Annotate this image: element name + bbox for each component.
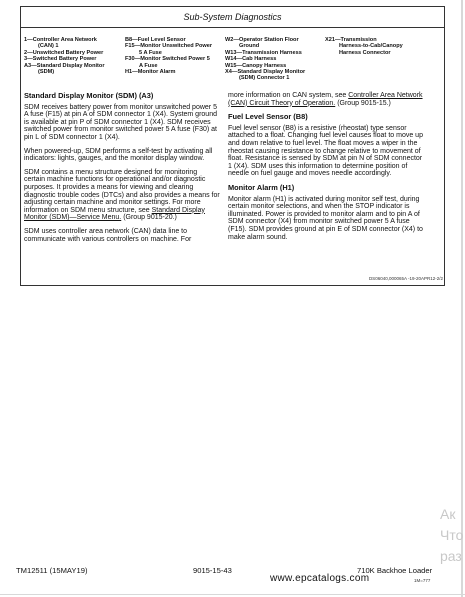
legend-item: 3—Switched Battery Power [24,56,97,63]
legend-item: A Fuse [139,62,158,69]
footer-page-number: 9015-15-43 [193,566,232,575]
legend-item: F15—Monitor Unswitched Power [125,43,213,50]
section-title: Sub-System Diagnostics [183,12,282,22]
sdm-paragraph-menu: SDM contains a menu structure designed for monitoring certain machine functions for operational and/or diagnostic purposes. It provides a means for viewing and clearing diagnostic trouble codes (DTCs) and also provides a means for adjusting certain machine and monitor settings. For more information on SDM menu structure, see Standard Display Monitor (SDM)—Service Menu. (Group 9015-20.) [24,168,220,222]
legend-item: 1—Controller Area Network [24,37,97,43]
section-header [20,6,445,28]
legend-item: (SDM) Connector 1 [239,75,290,82]
service-menu-link[interactable]: Standard Display Monitor (SDM)—Service Menu. [24,206,205,222]
legend-item: Harness-to-Cab/Canopy [339,43,403,50]
sdm-heading: Standard Display Monitor (SDM) (A3) [24,91,154,100]
site-watermark: www.epcatalogs.com [270,573,370,584]
legend-item: A3—Standard Display Monitor [24,62,105,69]
footer-model: 710K Backhoe Loader [357,566,433,575]
sdm-paragraph-power: SDM receives battery power from monitor unswitched power 5 A fuse (F15) at pin A of SDM connector 1 (X4). System ground is available at pin P of SDM connector 1 (X4). SDM receives switched power from monitor switched power 5 A fuse (F30) at pin L of SDM connector 1 (X4). [24,103,217,141]
legend-item: Ground [239,43,260,50]
legend-column-1 [24,37,105,75]
monitor-alarm-heading: Monitor Alarm (H1) [228,182,295,192]
legend-item: W15—Canopy Harness [225,62,287,69]
legend-column-4 [325,37,403,56]
page-edge-bottom [0,594,465,595]
legend-item: 5 A Fuse [139,49,162,56]
legend-item: (SDM) [38,69,55,76]
legend-column-3 [225,37,305,82]
body-column-right [228,92,424,247]
legend-item: F30—Monitor Switched Power 5 [125,56,210,63]
monitor-alarm-paragraph: Monitor alarm (H1) is activated during monitor self test, during certain monitor selections, and when the STOP indicator is illuminated. Power is provided to monitor alarm and to pin A of SDM connector (X4) from monitor switched power 5 A fuse (F15). SDM provides ground at pin E of SDM connector (X4) to make alarm sound. [228,195,423,241]
body-column-left [24,92,220,249]
legend-column-2 [125,37,212,75]
can-reference-paragraph: more information on CAN system, see Controller Area Network (CAN) Circuit Theory of Operation. (Group 9015-15.) [228,92,423,107]
figure-code: DS06040,000065A -19-20APR12-2/2 [368,276,443,281]
legend-item: W2—Operator Station Floor [225,37,299,43]
sdm-paragraph-selftest: When powered-up, SDM performs a self-test by activating all indicators: lights, gauges, and the monitor display window. [24,147,213,163]
legend-item: X4—Standard Display Monitor [225,69,306,76]
fuel-sensor-paragraph: Fuel level sensor (B8) is a resistive (rheostat) type sensor attached to a float. Changing fuel level causes float to move up and down relative to fuel level. The float moves a wiper in the rheostat causing resistance to change relative to movement of float. Resistance is sensed by SDM at pin N of SDM connector 1 (X4). SDM uses this information to determine position of needle on fuel gauge and moves needle accordingly. [228,124,423,178]
legend-item: 2—Unswitched Battery Power [24,49,104,56]
legend-item: W13—Transmission Harness [225,49,302,56]
legend-item: W14—Cab Harness [225,56,277,63]
watermark-text: Ак Что раз [440,506,464,564]
fuel-sensor-heading: Fuel Level Sensor (B8) [228,112,308,122]
legend-item: (CAN) 1 [38,43,59,50]
legend-item: Harness Connector [339,49,391,56]
legend-item: B8—Fuel Level Sensor [125,37,186,43]
footer-manual-id: TM12511 (15MAY19) [16,566,88,575]
sdm-paragraph-can: SDM uses controller area network (CAN) data line to communicate with various controllers on machine. For [24,227,192,243]
footer-page-sub: 1M=777 [414,578,431,583]
legend-item: X21—Transmission [325,37,377,43]
can-theory-link[interactable]: Controller Area Network (CAN) Circuit Theory of Operation. [228,92,423,107]
legend-item: H1—Monitor Alarm [125,69,176,76]
